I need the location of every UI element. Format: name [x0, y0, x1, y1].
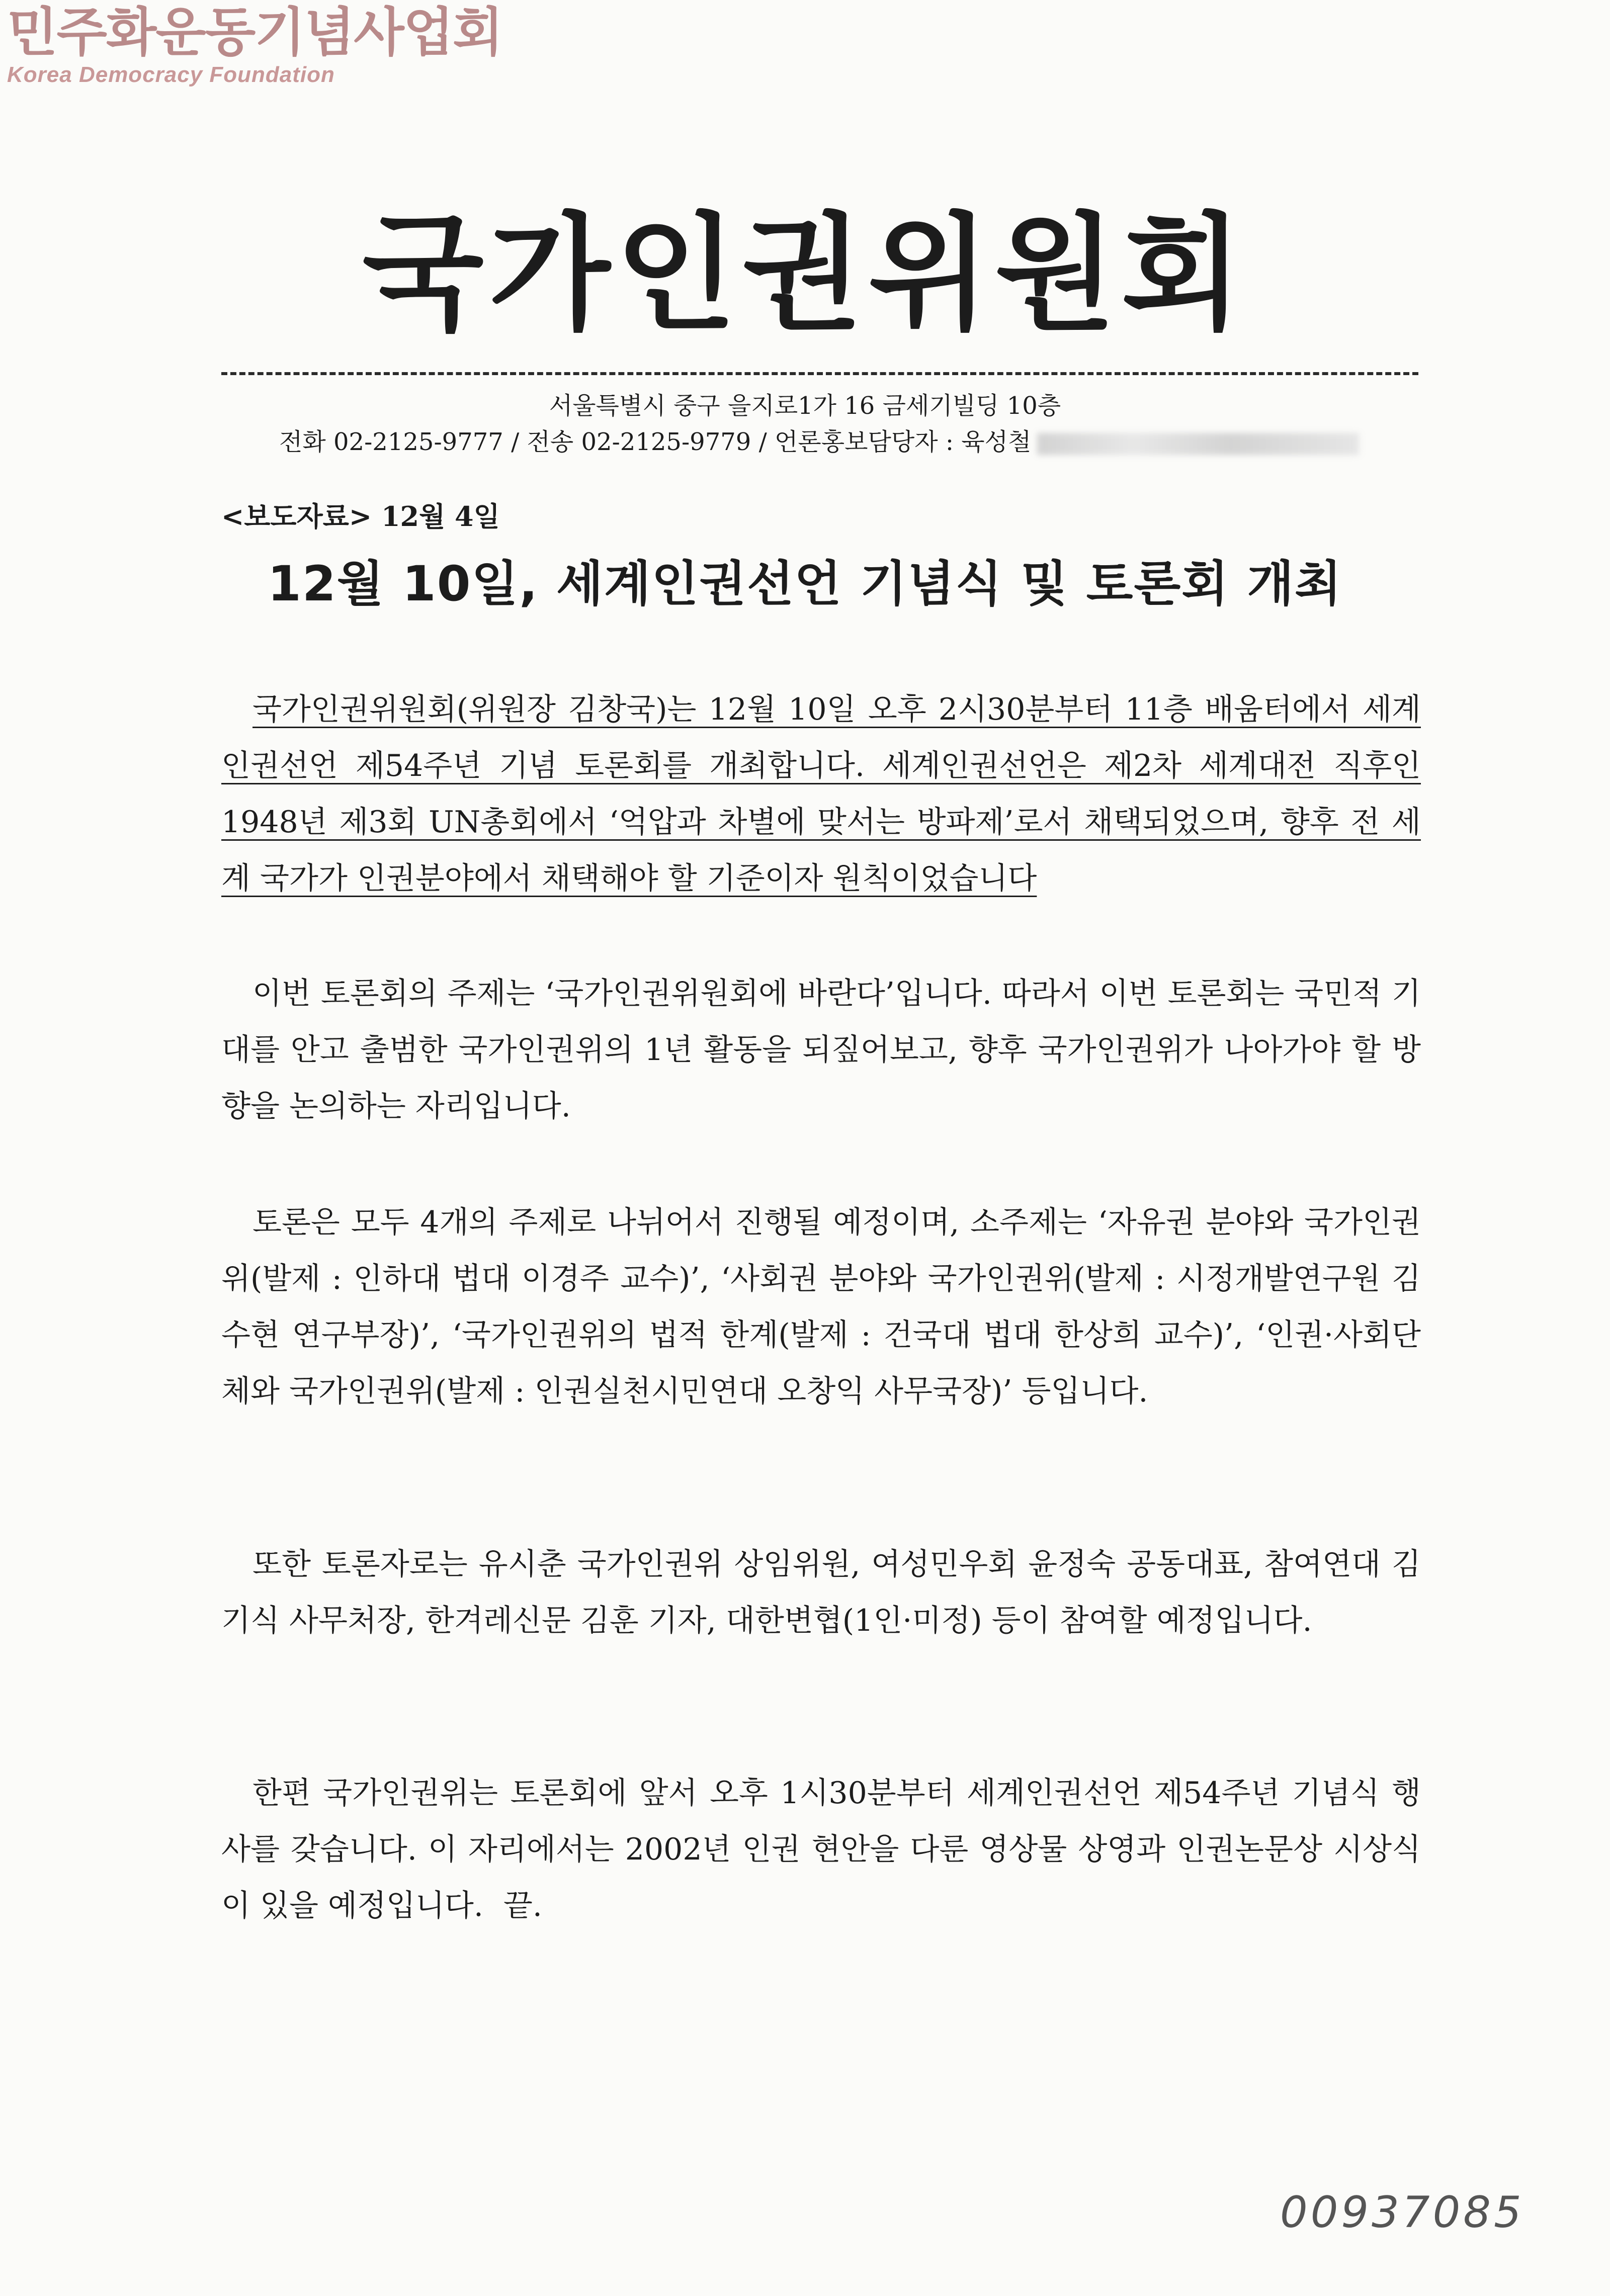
org-address: 서울특별시 중구 을지로1가 16 금세기빌딩 10층 [549, 392, 1061, 420]
watermark-korean: 민주화운동기념사업회 [7, 2, 502, 63]
paragraph-5-text: 한편 국가인권위는 토론회에 앞서 오후 1시30분부터 세계인권선언 제54주년 기념식 행사를 갖습니다. 이 자리에서는 2002년 인권 현안을 다룬 영상물 상영과 인권논문상 시상식이 있을 예정입니다. [221, 1776, 1421, 1923]
paragraph-5 [221, 1765, 1421, 1934]
press-release-tag: <보도자료> 12월 4일 [221, 500, 500, 533]
org-title: 국가인권위원회 [362, 201, 1248, 347]
document-number: 00937085 [1280, 2187, 1524, 2238]
paragraph-3: 토론은 모두 4개의 주제로 나뉘어서 진행될 예정이며, 소주제는 ‘자유권 분야와 국가인권위(발제 : 인하대 법대 이경주 교수)’, ‘사회권 분야와 국가인권위(발제 : 시정개발연구원 김수현 연구부장)’, ‘국가인권위의 법적 한계(발제 : 건국대 법대 한상희 교수)’, ‘인권·사회단체와 국가인권위(발제 : 인권실천시민연대 오창익 사무국장)’ 등입니다. [221, 1205, 1421, 1409]
paragraph-1: 국가인권위원회(위원장 김창국)는 12월 10일 오후 2시30분부터 11층 배움터에서 세계인권선언 제54주년 기념 토론회를 개최합니다. 세계인권선언은 제2차 세계대전 직후인 1948년 제3회 UN총회에서 ‘억압과 차별에 맞서는 방파제’로서 채택되었으며, 향후 전 세계 국가가 인권분야에서 채택해야 할 기준이자 원칙이었습니다 [221, 692, 1421, 896]
foundation-watermark [7, 2, 502, 87]
header-divider [221, 372, 1418, 375]
redacted-email [1037, 433, 1359, 455]
watermark-english: Korea Democracy Foundation [7, 62, 335, 87]
paragraph-2: 이번 토론회의 주제는 ‘국가인권위원회에 바란다’입니다. 따라서 이번 토론회는 국민적 기대를 안고 출범한 국가인권위의 1년 활동을 되짚어보고, 향후 국가인권위가 나아가야 할 방향을 논의하는 자리입니다. [221, 976, 1421, 1124]
end-mark: 끝. [503, 1888, 542, 1923]
paragraph-4: 또한 토론자로는 유시춘 국가인권위 상임위원, 여성민우회 윤정숙 공동대표, 참여연대 김기식 사무처장, 한겨레신문 김훈 기자, 대한변협(1인·미정) 등이 참여할 예정입니다. [221, 1547, 1421, 1638]
contact-text: 전화 02-2125-9777 / 전송 02-2125-9779 / 언론홍보담당자 : 육성철 [279, 428, 1032, 456]
contact-line [279, 422, 1359, 457]
headline: 12월 10일, 세계인권선언 기념식 및 토론회 개최 [268, 556, 1342, 612]
